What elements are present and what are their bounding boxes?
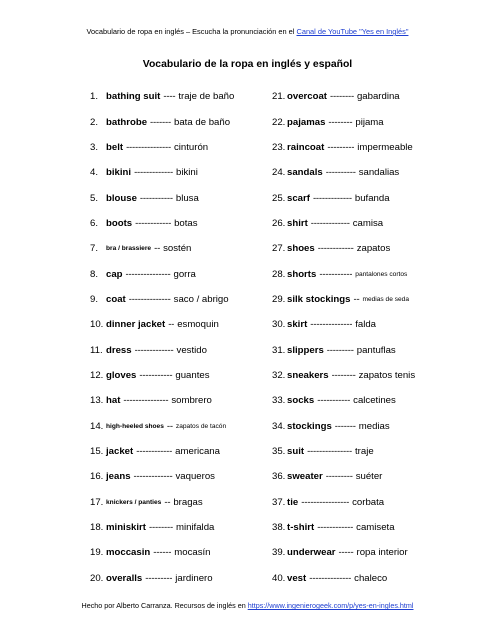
vocab-separator: ------: [153, 547, 172, 559]
vocab-spanish-word: traje: [355, 445, 374, 457]
vocab-english-word: bra / brassiere: [106, 245, 152, 253]
vocab-separator: ---------------: [125, 268, 171, 280]
vocab-row: [90, 413, 270, 438]
vocab-separator: -----------: [139, 369, 173, 381]
vocab-english-word: stockings: [287, 420, 332, 432]
vocab-number: 8.: [90, 268, 99, 280]
vocab-number: 34.: [272, 420, 286, 432]
vocab-row: [272, 388, 442, 413]
vocab-separator: --------------: [309, 572, 352, 584]
vocab-separator: ---------------: [126, 141, 171, 153]
vocab-english-word: jacket: [106, 445, 134, 457]
vocab-spanish-word: saco / abrigo: [173, 293, 229, 305]
vocab-spanish-word: sandalias: [358, 167, 400, 179]
vocab-row: [90, 337, 270, 362]
vocab-english-word: bikini: [106, 167, 132, 179]
youtube-channel-link[interactable]: Canal de YouTube "Yes en Inglés": [296, 27, 409, 36]
vocab-row: [272, 464, 442, 489]
vocab-english-word: blouse: [106, 192, 137, 204]
vocab-row: [272, 363, 442, 388]
vocab-number: 39.: [272, 547, 286, 559]
vocab-spanish-word: impermeable: [357, 141, 413, 153]
vocab-number: 14.: [90, 420, 104, 432]
vocab-spanish-word: vestido: [176, 344, 207, 356]
vocab-separator: ------------: [136, 445, 173, 457]
vocab-number: 25.: [272, 192, 286, 204]
vocab-separator: -----------: [139, 192, 173, 204]
vocab-separator: -------------: [312, 192, 352, 204]
vocab-number: 21.: [272, 91, 286, 103]
vocab-english-word: underwear: [287, 547, 336, 559]
vocab-row: [90, 388, 270, 413]
vocab-row: [272, 337, 442, 362]
vocab-english-word: hat: [106, 395, 121, 407]
vocab-separator: --------: [149, 522, 173, 534]
vocab-english-word: coat: [106, 293, 126, 305]
vocab-english-word: raincoat: [287, 141, 325, 153]
vocab-separator: ---------------: [307, 445, 352, 457]
vocab-spanish-word: zapatos tenis: [358, 369, 416, 381]
vocab-spanish-word: traje de baño: [178, 91, 235, 103]
vocab-row: [90, 490, 270, 515]
vocab-separator: ------------: [135, 217, 172, 229]
page-header: [0, 27, 495, 36]
vocab-row: [90, 363, 270, 388]
vocab-row: [272, 413, 442, 438]
vocab-separator: --: [154, 243, 161, 255]
vocab-spanish-word: pantuflas: [356, 344, 396, 356]
vocab-separator: -----------: [317, 395, 351, 407]
vocab-spanish-word: medias de seda: [362, 295, 410, 303]
vocab-spanish-word: corbata: [352, 496, 385, 508]
vocab-english-word: shirt: [287, 217, 308, 229]
vocab-number: 40.: [272, 572, 286, 584]
vocab-number: 36.: [272, 471, 286, 483]
vocab-separator: ---------: [145, 572, 173, 584]
vocab-row: [272, 540, 442, 565]
vocab-english-word: knickers / panties: [106, 498, 162, 506]
vocab-spanish-word: suéter: [355, 471, 383, 483]
vocab-number: 35.: [272, 445, 286, 457]
vocab-number: 9.: [90, 293, 99, 305]
vocab-spanish-word: minifalda: [175, 522, 215, 534]
vocab-separator: ---------------: [123, 395, 169, 407]
vocab-english-word: t-shirt: [287, 522, 315, 534]
vocab-row: [90, 515, 270, 540]
vocab-separator: -----------: [319, 268, 353, 280]
vocab-english-word: sweater: [287, 471, 323, 483]
vocab-number: 28.: [272, 268, 286, 280]
vocab-number: 1.: [90, 91, 99, 103]
vocab-row: [90, 540, 270, 565]
vocab-number: 15.: [90, 445, 104, 457]
vocab-separator: ---------: [327, 141, 355, 153]
vocab-row: [90, 464, 270, 489]
vocab-english-word: vest: [287, 572, 307, 584]
vocab-separator: ---------: [325, 471, 353, 483]
vocab-english-word: overcoat: [287, 91, 327, 103]
vocab-number: 19.: [90, 547, 104, 559]
vocabulary-list-left: [90, 84, 270, 591]
vocab-separator: --------: [328, 116, 353, 128]
vocab-separator: -------: [334, 420, 356, 432]
vocab-spanish-word: americana: [175, 445, 220, 457]
vocab-english-word: high-heeled shoes: [106, 422, 164, 430]
vocab-number: 12.: [90, 369, 104, 381]
vocab-number: 13.: [90, 395, 104, 407]
vocab-number: 6.: [90, 217, 99, 229]
vocab-row: [90, 84, 270, 109]
vocab-number: 33.: [272, 395, 286, 407]
vocab-separator: --: [164, 496, 171, 508]
vocab-number: 37.: [272, 496, 286, 508]
vocab-number: 4.: [90, 167, 99, 179]
vocab-spanish-word: blusa: [175, 192, 199, 204]
vocab-row: [272, 515, 442, 540]
vocab-row: [272, 109, 442, 134]
vocab-separator: ----------: [325, 167, 356, 179]
vocab-spanish-word: zapatos de tacón: [175, 422, 227, 430]
header-text: Vocabulario de ropa en inglés – Escucha la pronunciación en el: [86, 27, 297, 36]
vocab-english-word: silk stockings: [287, 293, 351, 305]
vocab-spanish-word: pantalones cortos: [355, 270, 408, 278]
vocab-row: [90, 312, 270, 337]
vocab-english-word: socks: [287, 395, 315, 407]
vocab-spanish-word: botas: [174, 217, 198, 229]
vocab-number: 3.: [90, 141, 99, 153]
vocab-separator: -------: [150, 116, 172, 128]
vocab-spanish-word: calcetines: [353, 395, 396, 407]
vocab-row: [90, 439, 270, 464]
vocab-row: [272, 566, 442, 591]
vocab-english-word: sneakers: [287, 369, 329, 381]
vocab-number: 22.: [272, 116, 286, 128]
vocab-english-word: tie: [287, 496, 299, 508]
vocab-separator: --: [168, 319, 175, 331]
vocab-separator: --: [166, 420, 173, 432]
vocab-english-word: sandals: [287, 167, 323, 179]
vocab-row: [90, 287, 270, 312]
vocab-english-word: suit: [287, 445, 305, 457]
vocab-separator: --------: [330, 91, 354, 103]
vocab-spanish-word: falda: [355, 319, 377, 331]
vocab-spanish-word: gorra: [173, 268, 196, 280]
vocab-row: [90, 261, 270, 286]
vocab-row: [90, 236, 270, 261]
vocab-row: [272, 135, 442, 160]
footer-text: Hecho por Alberto Carranza. Recursos de inglés en: [81, 601, 248, 610]
vocab-english-word: gloves: [106, 369, 137, 381]
vocab-number: 29.: [272, 293, 286, 305]
vocab-row: [272, 287, 442, 312]
vocab-spanish-word: cinturón: [174, 141, 209, 153]
vocab-row: [272, 185, 442, 210]
vocab-english-word: shoes: [287, 243, 315, 255]
vocab-separator: --------: [331, 369, 356, 381]
vocab-number: 31.: [272, 344, 286, 356]
vocab-spanish-word: zapatos: [356, 243, 391, 255]
vocab-row: [272, 439, 442, 464]
vocab-spanish-word: jardinero: [175, 572, 213, 584]
vocab-number: 20.: [90, 572, 104, 584]
vocab-spanish-word: sostén: [163, 243, 192, 255]
vocab-english-word: cap: [106, 268, 123, 280]
vocab-row: [90, 135, 270, 160]
vocab-number: 24.: [272, 167, 286, 179]
vocab-separator: -------------: [134, 167, 173, 179]
vocab-spanish-word: gabardina: [356, 91, 400, 103]
vocab-number: 5.: [90, 192, 99, 204]
vocab-number: 16.: [90, 471, 104, 483]
vocab-number: 2.: [90, 116, 99, 128]
vocab-separator: ----------------: [301, 496, 350, 508]
vocab-row: [90, 109, 270, 134]
vocab-row: [90, 160, 270, 185]
vocab-separator: --------------: [128, 293, 171, 305]
vocab-spanish-word: chaleco: [354, 572, 388, 584]
vocab-spanish-word: bikini: [176, 167, 198, 179]
vocab-spanish-word: medias: [358, 420, 390, 432]
vocab-number: 11.: [90, 344, 103, 356]
vocab-english-word: bathrobe: [106, 116, 148, 128]
vocab-spanish-word: guantes: [175, 369, 210, 381]
vocab-spanish-word: esmoquin: [177, 319, 219, 331]
vocab-spanish-word: bata de baño: [174, 116, 231, 128]
vocab-english-word: slippers: [287, 344, 324, 356]
vocab-number: 27.: [272, 243, 286, 255]
vocab-number: 10.: [90, 319, 104, 331]
vocab-spanish-word: mocasín: [174, 547, 211, 559]
vocab-row: [272, 490, 442, 515]
vocab-spanish-word: ropa interior: [356, 547, 408, 559]
vocab-separator: -------------: [310, 217, 350, 229]
vocab-separator: --: [353, 293, 360, 305]
vocab-row: [272, 160, 442, 185]
vocab-separator: ------------: [317, 243, 354, 255]
vocab-number: 38.: [272, 522, 286, 534]
vocab-spanish-word: pijama: [355, 116, 384, 128]
vocab-separator: -----: [338, 547, 354, 559]
vocab-english-word: pajamas: [287, 116, 326, 128]
vocab-number: 17.: [90, 496, 104, 508]
vocab-spanish-word: camisa: [352, 217, 384, 229]
vocab-row: [272, 261, 442, 286]
vocab-row: [90, 185, 270, 210]
vocab-spanish-word: vaqueros: [175, 471, 215, 483]
vocab-row: [272, 84, 442, 109]
vocab-english-word: skirt: [287, 319, 308, 331]
vocab-spanish-word: camiseta: [356, 522, 395, 534]
vocab-spanish-word: sombrero: [171, 395, 212, 407]
vocab-english-word: dress: [106, 344, 132, 356]
page-footer: [0, 601, 495, 610]
vocab-english-word: belt: [106, 141, 124, 153]
vocab-english-word: jeans: [106, 471, 131, 483]
vocab-number: 23.: [272, 141, 286, 153]
vocab-separator: ----: [163, 91, 176, 103]
vocab-separator: -------------: [134, 344, 174, 356]
vocab-row: [272, 236, 442, 261]
vocab-english-word: overalls: [106, 572, 143, 584]
vocab-spanish-word: bragas: [173, 496, 203, 508]
resources-link[interactable]: https://www.ingenierogeek.com/p/yes-en-ingles.html: [247, 601, 414, 610]
vocab-english-word: moccasin: [106, 547, 151, 559]
page-title: Vocabulario de la ropa en inglés y español: [142, 59, 353, 70]
vocab-number: 32.: [272, 369, 286, 381]
vocab-number: 18.: [90, 522, 104, 534]
vocab-english-word: dinner jacket: [106, 319, 166, 331]
vocab-number: 26.: [272, 217, 286, 229]
vocab-spanish-word: bufanda: [354, 192, 390, 204]
vocab-separator: -------------: [133, 471, 173, 483]
vocab-number: 7.: [90, 243, 99, 255]
vocab-row: [272, 211, 442, 236]
vocab-english-word: boots: [106, 217, 133, 229]
vocab-english-word: scarf: [287, 192, 310, 204]
vocab-number: 30.: [272, 319, 286, 331]
vocab-separator: --------------: [310, 319, 353, 331]
vocab-separator: ---------: [326, 344, 354, 356]
vocab-row: [90, 211, 270, 236]
vocab-english-word: miniskirt: [106, 522, 146, 534]
vocab-separator: ------------: [317, 522, 354, 534]
vocab-row: [90, 566, 270, 591]
vocab-english-word: shorts: [287, 268, 317, 280]
vocabulary-list-right: [272, 84, 442, 591]
vocab-row: [272, 312, 442, 337]
vocab-english-word: bathing suit: [106, 91, 161, 103]
